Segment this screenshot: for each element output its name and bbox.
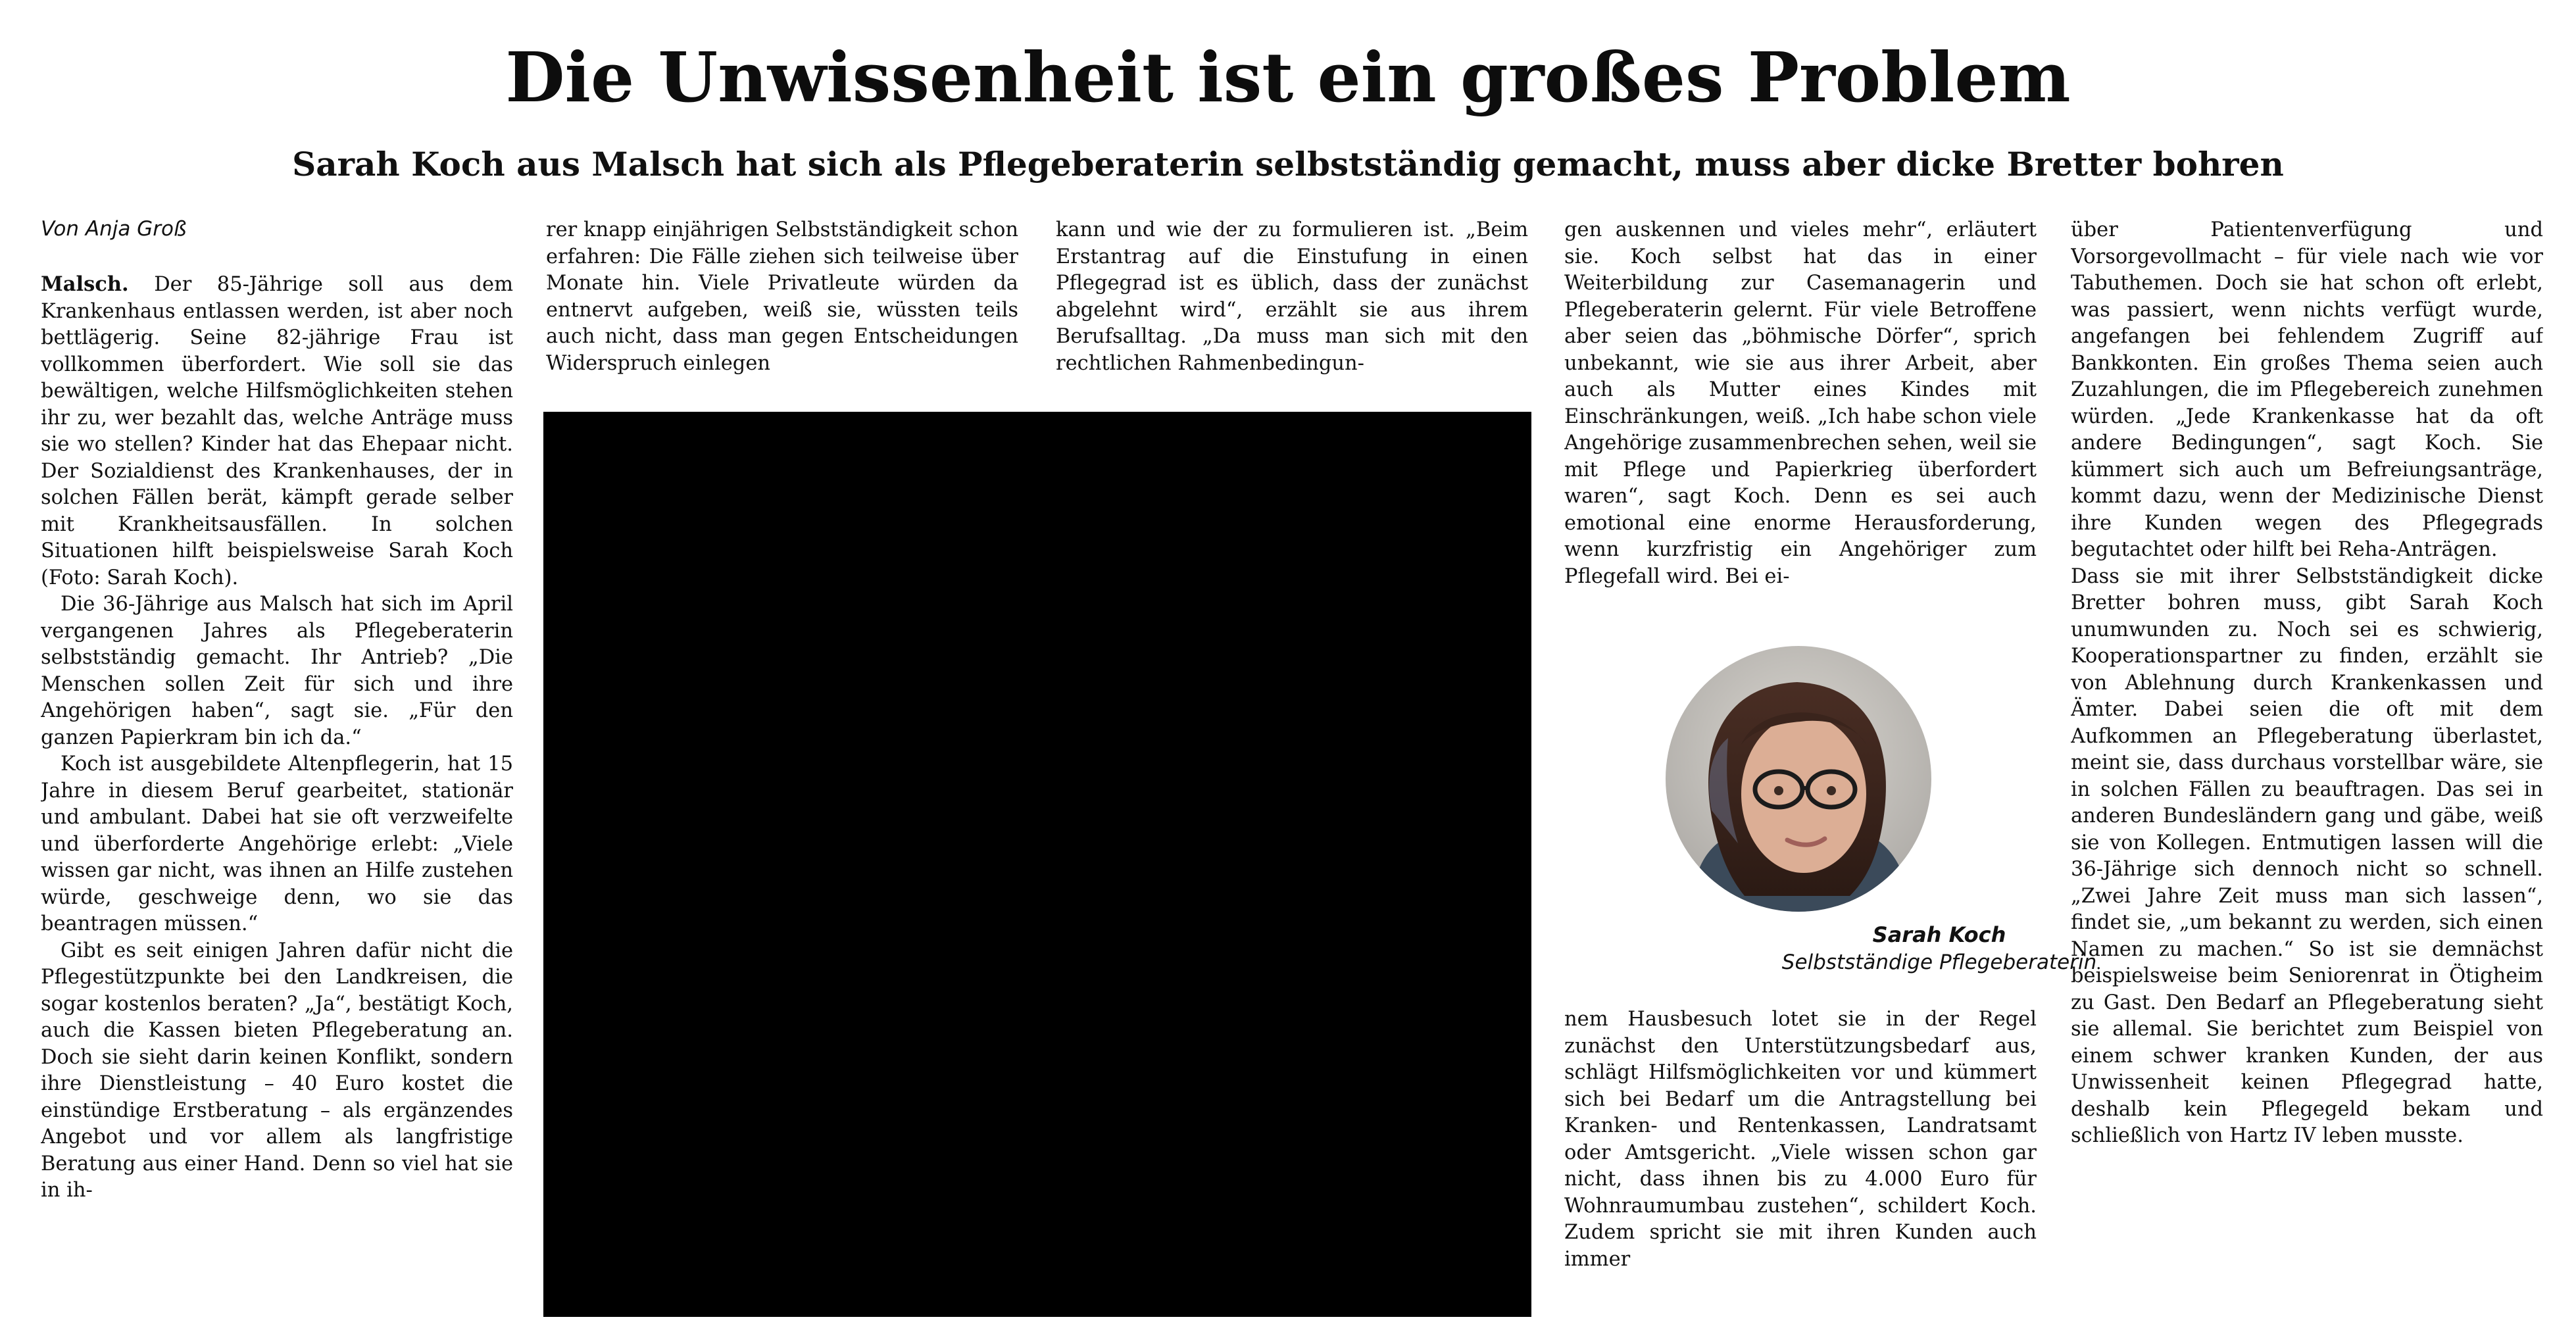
redacted-image-block [543, 412, 1531, 1317]
article-column-4-top [1564, 217, 2037, 618]
article-column-4-bottom [1564, 1006, 2037, 1322]
article-paragraph: Dass sie mit ihrer Selbstständigkeit dicke Bretter bohren muss, gibt Sarah Koch unumwunden zu. Noch sei es schwierig, Kooperationspartner zu finden, erzählt sie von Ablehnung durch Krankenkassen und Ämter. Dabei seien die oft mit dem Aufkommen an Pflegeberatung überlastet, meint sie, dass durchaus vorstellbar wäre, sie in solchen Fällen zu beauftragen. Das sei in anderen Bundesländern gang und gäbe, weiß sie von Kollegen. Entmutigen lassen will die 36-Jährige sich dennoch nicht so schnell. „Zwei Jahre Zeit muss man sich lassen“, findet sie, „um bekannt zu werden, sich einen Namen zu machen.“ So ist sie demnächst beispielsweise beim Seniorenrat in Ötigheim zu Gast. Den Bedarf an Pflegeberatung sieht sie allemal. Sie berichtet zum Beispiel von einem schwer kranken Kunden, der aus Unwissenheit keinen Pflegegrad hatte, deshalb kein Pflegegeld bekam und schließlich von Hartz IV leben musste. [2071, 564, 2543, 1147]
article-paragraph: rer knapp einjährigen Selbstständigkeit schon erfahren: Die Fälle ziehen sich teilweise über Monate hin. Viele Privatleute würden da entnervt aufgeben, weiß sie, wüssten teils auch nicht, dass man gegen Entscheidungen Widerspruch einlegen [546, 218, 1018, 375]
headline: Die Unwissenheit ist ein großes Problem [505, 37, 2071, 118]
article-column-5 [2071, 217, 2543, 1322]
article-column-1 [41, 271, 513, 1317]
article-paragraph: nem Hausbesuch lotet sie in der Regel zunächst den Unterstützungsbedarf aus, schlägt Hilfsmöglichkeiten vor und kümmert sich bei Bedarf um die Antragstellung bei Kranken- und Rentenkassen, Landratsamt oder Amtsgericht. „Viele wissen schon gar nicht, dass ihnen bis zu 4.000 Euro für Wohnraumumbau zustehen“, schildert Koch. Zudem spricht sie mit ihren Kunden auch immer [1564, 1008, 2037, 1271]
author-portrait-photo [1666, 646, 1931, 912]
article-paragraph: Koch ist ausgebildete Altenpflegerin, hat 15 Jahre in diesem Beruf gearbeitet, stationär und ambulant. Dabei hat sie oft verzweifelte und überforderte Angehörige erlebt: „Viele wissen gar nicht, was ihnen an Hilfe zustehen würde, geschweige denn, wo sie das beantragen müssen.“ [41, 753, 513, 935]
article-paragraph: Die 36-Jährige aus Malsch hat sich im April vergangenen Jahres als Pflegeberaterin selbstständig gemacht. Ihr Antrieb? „Die Menschen sollen Zeit für sich und ihre Angehörigen haben“, sagt sie. „Für den ganzen Papierkram bin ich da.“ [41, 593, 513, 749]
article-paragraph: gen auskennen und vieles mehr“, erläutert sie. Koch selbst hat das in einer Weiterbildung zur Casemanagerin und Pflegeberaterin gelernt. Für viele Betroffene aber seien das „böhmische Dörfer“, sprich unbekannt, wie sie aus ihrer Arbeit, aber auch als Mutter eines Kindes mit Einschränkungen, weiß. „Ich habe schon viele Angehörige zusammenbrechen sehen, weil sie mit Pflege und Papierkrieg überfordert waren“, sagt Koch. Denn es sei auch emotional eine enorme Herausforderung, wenn kurzfristig ein Angehöriger zum Pflegefall wird. Bei ei- [1564, 218, 2037, 588]
photo-caption-role: Selbstständige Pflegeberaterin [1781, 951, 2097, 974]
photo-caption-name: Sarah Koch [1872, 922, 2006, 947]
paragraph-text: Der 85-Jährige soll aus dem Krankenhaus entlassen werden, ist aber noch bettlägerig. Seine 82-jährige Frau ist vollkommen überfordert. Wie soll sie das bewältigen, welche Hilfsmöglichkeiten stehen ihr zu, wer bezahlt das, welche Anträge muss sie wo stellen? Kinder hat das Ehepaar nicht. Der Sozialdienst des Krankenhauses, der in solchen Fällen berät, kämpft gerade selber mit Krankheitsausfällen. In solchen Situationen hilft beispielsweise Sarah Koch (Foto: Sarah Koch). [41, 273, 513, 589]
article-paragraph [41, 271, 513, 591]
dateline: Malsch. [41, 272, 129, 296]
article-paragraph: kann und wie der zu formulieren ist. „Beim Erstantrag auf die Einstufung in einen Pflegegrad ist es üblich, dass der zunächst abgelehnt wird“, erzählt sie aus ihrem Berufsalltag. „Da muss man sich mit den rechtlichen Rahmenbedingun- [1056, 218, 1528, 375]
article-column-3 [1056, 217, 1528, 395]
subheadline: Sarah Koch aus Malsch hat sich als Pflegeberaterin selbstständig gemacht, muss aber dicke Bretter bohren [292, 145, 2284, 184]
article-column-2 [546, 217, 1018, 395]
article-paragraph: über Patientenverfügung und Vorsorgevollmacht – für viele nach wie vor Tabuthemen. Doch sie hat schon oft erlebt, was passiert, wenn nichts verfügt wurde, angefangen bei fehlendem Zugriff auf Bankkonten. Ein großes Thema seien auch Zuzahlungen, die im Pflegebereich zunehmen würden. „Jede Krankenkasse hat da oft andere Bedingungen“, sagt Koch. Sie kümmert sich auch um Befreiungsanträge, kommt dazu, wenn der Medizinische Dienst ihre Kunden wegen des Pflegegrads begutachtet oder hilft bei Reha-Anträgen. [2071, 218, 2543, 561]
byline: Von Anja Groß [41, 217, 187, 241]
article-paragraph: Gibt es seit einigen Jahren dafür nicht die Pflegestützpunkte bei den Landkreisen, die sogar kostenlos beraten? „Ja“, bestätigt Koch, auch die Kassen bieten Pflegeberatung an. Doch sie sieht darin keinen Konflikt, sondern ihre Dienstleistung – 40 Euro kostet die einstündige Erstberatung – als ergänzendes Angebot und vor allem als langfristige Beratung aus einer Hand. Denn so viel hat sie in ih- [41, 939, 513, 1202]
